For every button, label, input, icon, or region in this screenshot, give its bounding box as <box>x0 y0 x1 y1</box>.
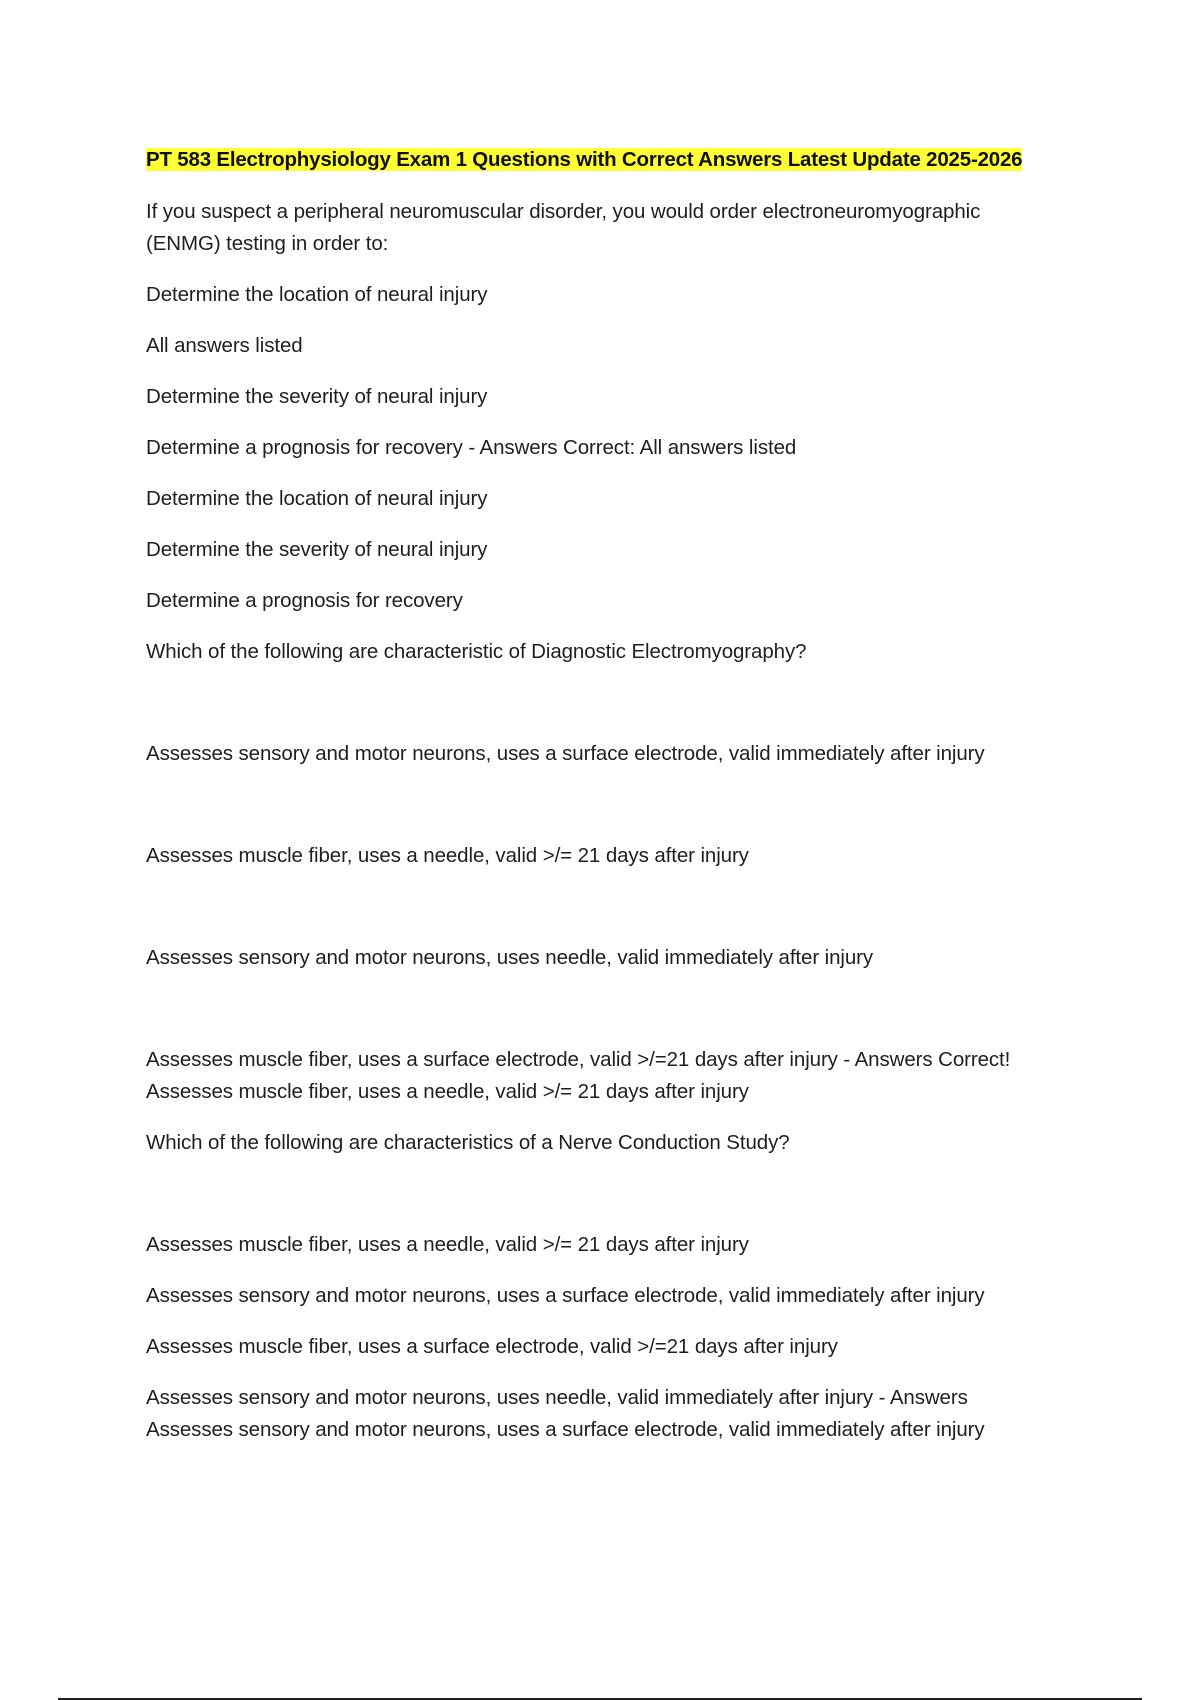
q3-option: Assesses muscle fiber, uses a needle, valid >/= 21 days after injury <box>146 1233 749 1256</box>
q1-option: Determine the severity of neural injury <box>146 538 488 561</box>
q3-option: Assesses sensory and motor neurons, uses a surface electrode, valid immediately after injury <box>146 1284 985 1307</box>
q1-option: Determine a prognosis for recovery <box>146 589 463 612</box>
document-content <box>146 145 1106 1465</box>
q2-answer <box>146 1044 1106 1108</box>
q1-option: Determine the severity of neural injury <box>146 385 488 408</box>
document-title: PT 583 Electrophysiology Exam 1 Questions with Correct Answers Latest Update 2025-2026 <box>146 148 1023 171</box>
q3-answer-line-2: Assesses sensory and motor neurons, uses a surface electrode, valid immediately after injury <box>146 1418 985 1441</box>
title-wrap <box>146 145 1106 175</box>
q3-answer-line-1: Assesses sensory and motor neurons, uses needle, valid immediately after injury - Answers <box>146 1386 968 1409</box>
question-1-line-1: If you suspect a peripheral neuromuscular disorder, you would order electroneuromyographic <box>146 200 981 223</box>
q2-answer-line-2: Assesses muscle fiber, uses a needle, valid >/= 21 days after injury <box>146 1080 749 1103</box>
q1-answer: Determine a prognosis for recovery - Answers Correct: All answers listed <box>146 436 797 459</box>
question-1 <box>146 196 1106 260</box>
q2-option: Assesses sensory and motor neurons, uses needle, valid immediately after injury <box>146 946 874 969</box>
q2-option: Assesses sensory and motor neurons, uses a surface electrode, valid immediately after injury <box>146 742 985 765</box>
question-1-line-2: (ENMG) testing in order to: <box>146 232 389 255</box>
q1-option: All answers listed <box>146 334 303 357</box>
q1-option: Determine the location of neural injury <box>146 487 488 510</box>
question-2: Which of the following are characteristic of Diagnostic Electromyography? <box>146 640 807 663</box>
q1-option: Determine the location of neural injury <box>146 283 488 306</box>
question-3: Which of the following are characteristics of a Nerve Conduction Study? <box>146 1131 790 1154</box>
q2-option: Assesses muscle fiber, uses a needle, valid >/= 21 days after injury <box>146 844 749 867</box>
q2-answer-line-1: Assesses muscle fiber, uses a surface electrode, valid >/=21 days after injury - Answers Correct! <box>146 1048 1011 1071</box>
q3-answer <box>146 1382 1106 1446</box>
q3-option: Assesses muscle fiber, uses a surface electrode, valid >/=21 days after injury <box>146 1335 838 1358</box>
